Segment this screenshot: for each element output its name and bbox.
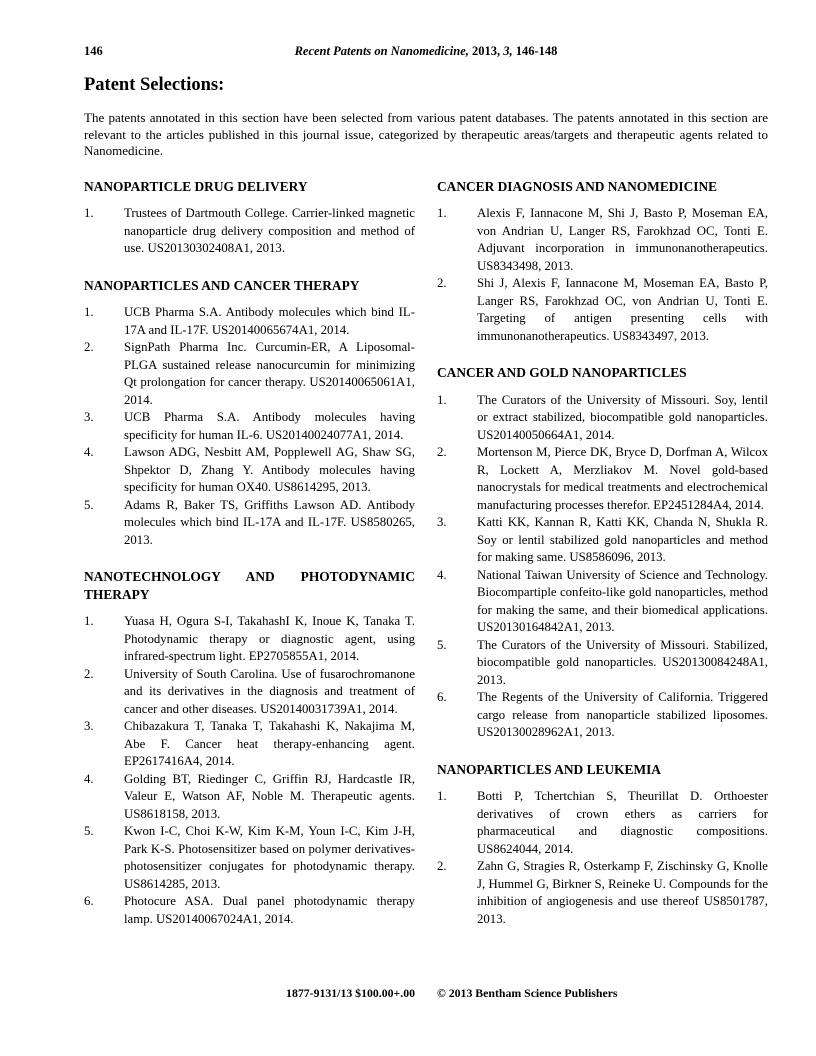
item-citation: Lawson ADG, Nesbitt AM, Popplewell AG, Shaw SG, Shpektor D, Zhang Y. Antibody molecules having specificity for human OX40. US8614295, 2013.	[124, 445, 415, 495]
patent-item	[437, 637, 768, 690]
item-citation: UCB Pharma S.A. Antibody molecules having specificity for human IL-6. US20140024077A1, 2014.	[124, 410, 415, 442]
patent-item	[84, 444, 415, 497]
item-number: 4.	[84, 445, 94, 460]
patent-item	[84, 205, 415, 258]
running-head-year: 2013,	[472, 44, 501, 58]
patent-section	[437, 761, 768, 929]
item-citation: Photocure ASA. Dual panel photodynamic therapy lamp. US20140067024A1, 2014.	[124, 894, 415, 926]
intro-paragraph: The patents annotated in this section have been selected from various patent databases. The patents annotated in this section are relevant to the articles published in this journal issue, categorized by therapeutic areas/targets and therapeutic agents related to Nanomedicine.	[84, 110, 768, 159]
item-citation: SignPath Pharma Inc. Curcumin-ER, A Liposomal-PLGA sustained release nanocurcumin for minimizing Qt prolongation for cancer therapy. US20140065061A1, 2014.	[124, 340, 415, 407]
item-citation: The Curators of the University of Missouri. Soy, lentil or extract stabilized, biocompatible gold nanoparticles. US20140050664A1, 2014.	[477, 392, 768, 442]
item-citation: University of South Carolina. Use of fusarochromanone and its derivatives in the diagnosis and treatment of cancer and other diseases. US20140031739A1, 2014.	[124, 666, 415, 716]
item-number: 5.	[84, 824, 94, 839]
section-heading: NANOTECHNOLOGY AND PHOTODYNAMIC THERAPY	[84, 569, 415, 602]
page-header	[84, 44, 768, 60]
footer-copyright: © 2013 Bentham Science Publishers	[437, 986, 618, 1000]
running-head-volume: 3,	[503, 44, 513, 58]
item-number: 2.	[84, 666, 94, 681]
item-number: 2.	[437, 445, 447, 460]
patent-item	[437, 444, 768, 514]
item-number: 3.	[84, 719, 94, 734]
patent-item	[84, 718, 415, 771]
patent-item	[437, 567, 768, 637]
item-citation: The Regents of the University of California. Triggered cargo release from nanoparticle stabilized liposomes. US20130028962A1, 2013.	[477, 690, 768, 740]
item-number: 1.	[84, 206, 94, 221]
item-citation: Alexis F, Iannacone M, Shi J, Basto P, Moseman EA, von Andrian U, Langer RS, Farokhzad OC, Tonti E. Adjuvant incorporation in immunonanotherapeutics. US8343498, 2013.	[477, 206, 768, 273]
patent-section	[84, 568, 415, 928]
item-number: 5.	[84, 497, 94, 512]
section-heading: NANOPARTICLES AND CANCER THERAPY	[84, 277, 360, 293]
item-number: 1.	[437, 206, 447, 221]
item-number: 2.	[84, 340, 94, 355]
patent-item	[84, 893, 415, 928]
running-head-pages: 146-148	[515, 44, 558, 58]
column-right	[437, 178, 768, 929]
patent-item	[84, 613, 415, 666]
patent-section	[437, 178, 768, 346]
item-citation: Zahn G, Stragies R, Osterkamp F, Zischinsky G, Knolle J, Hummel G, Birkner S, Reineke U. Compounds for the inhibition of angiogenesis and use thereof US8501787, 2013.	[477, 859, 768, 926]
item-number: 2.	[437, 276, 447, 291]
item-citation: National Taiwan University of Science and Technology. Biocompartiple confeito-like gold nanoparticles, method for making the same, and their biomedical applications. US20130164842A1, 2013.	[477, 567, 768, 635]
page-footer	[84, 986, 768, 1001]
patent-item	[84, 339, 415, 409]
section-heading: CANCER DIAGNOSIS AND NANOMEDICINE	[437, 178, 718, 194]
item-citation: Adams R, Baker TS, Griffiths Lawson AD. Antibody molecules which bind IL-17A and IL-17F. US8580265, 2013.	[124, 497, 415, 547]
item-citation: Katti KK, Kannan R, Katti KK, Chanda N, Shukla R. Soy or lentil stabilized gold nanoparticles and method for making same. US8586096, 2013.	[477, 515, 768, 565]
patent-item	[437, 392, 768, 445]
column-left	[84, 178, 415, 929]
patent-section	[84, 277, 415, 550]
item-citation: Yuasa H, Ogura S-I, TakahashI K, Inoue K, Tanaka T. Photodynamic therapy or diagnostic agent, using infrared-spectrum light. EP2705855A1, 2014.	[124, 614, 415, 664]
patent-item	[437, 205, 768, 275]
running-head	[84, 44, 768, 59]
patent-item	[437, 788, 768, 858]
page-number: 146	[84, 44, 103, 58]
patent-item	[437, 858, 768, 928]
item-number: 2.	[437, 859, 447, 874]
item-number: 3.	[437, 515, 447, 530]
item-citation: Trustees of Dartmouth College. Carrier-linked magnetic nanoparticle drug delivery composition and method of use. US20130302408A1, 2013.	[124, 206, 415, 256]
patent-item	[84, 409, 415, 444]
item-citation: The Curators of the University of Missouri. Stabilized, biocompatible gold nanoparticles. US20130084248A1, 2013.	[477, 637, 768, 687]
section-heading: NANOPARTICLE DRUG DELIVERY	[84, 178, 308, 194]
patent-item	[84, 666, 415, 719]
patent-columns	[84, 178, 768, 929]
patent-item	[84, 304, 415, 339]
page-title: Patent Selections:	[84, 75, 225, 95]
item-number: 1.	[84, 614, 94, 629]
patent-item	[437, 275, 768, 345]
item-citation: Chibazakura T, Tanaka T, Takahashi K, Nakajima M, Abe F. Cancer heat therapy-enhancing agent. EP2617416A4, 2014.	[124, 719, 415, 769]
footer-issn-price: 1877-9131/13 $100.00+.00	[286, 986, 415, 1000]
patent-section	[437, 364, 768, 742]
patent-item	[84, 823, 415, 893]
patent-section	[84, 178, 415, 258]
patent-item	[437, 514, 768, 567]
item-number: 6.	[437, 690, 447, 705]
item-number: 6.	[84, 894, 94, 909]
item-number: 4.	[437, 567, 447, 582]
item-number: 1.	[437, 392, 447, 407]
item-citation: Kwon I-C, Choi K-W, Kim K-M, Youn I-C, Kim J-H, Park K-S. Photosensitizer based on polymer derivatives-photosensitizer conjugates for photodynamic therapy. US8614285, 2013.	[124, 824, 415, 891]
patent-item	[84, 771, 415, 824]
section-heading: CANCER AND GOLD NANOPARTICLES	[437, 365, 687, 381]
running-head-journal: Recent Patents on Nanomedicine,	[294, 44, 469, 58]
item-citation: Mortenson M, Pierce DK, Bryce D, Dorfman A, Wilcox R, Lockett A, Merzliakov M. Novel gold-based nanocrystals for medical treatments and electrochemical manufacturing processes therefor. EP2451284A4, 2014.	[477, 445, 768, 512]
item-number: 1.	[84, 305, 94, 320]
item-number: 5.	[437, 637, 447, 652]
item-citation: Shi J, Alexis F, Iannacone M, Moseman EA, Basto P, Langer RS, Farokhzad OC, von Andrian U, Tonti E. Targeting of antigen presenting cells with immunonanotherapeutics. US8343497, 2013.	[477, 276, 768, 343]
item-number: 3.	[84, 410, 94, 425]
item-citation: Golding BT, Riedinger C, Griffin RJ, Hardcastle IR, Valeur E, Watson AF, Noble M. Therapeutic agents. US8618158, 2013.	[124, 771, 415, 821]
item-number: 4.	[84, 771, 94, 786]
section-heading: NANOPARTICLES AND LEUKEMIA	[437, 761, 661, 777]
patent-item	[437, 689, 768, 742]
item-citation: Botti P, Tchertchian S, Theurillat D. Orthoester derivatives of crown ethers as carriers for pharmaceutical and diagnostic compositions. US8624044, 2014.	[477, 789, 768, 856]
item-number: 1.	[437, 789, 447, 804]
patent-item	[84, 497, 415, 550]
item-citation: UCB Pharma S.A. Antibody molecules which bind IL-17A and IL-17F. US20140065674A1, 2014.	[124, 305, 415, 337]
